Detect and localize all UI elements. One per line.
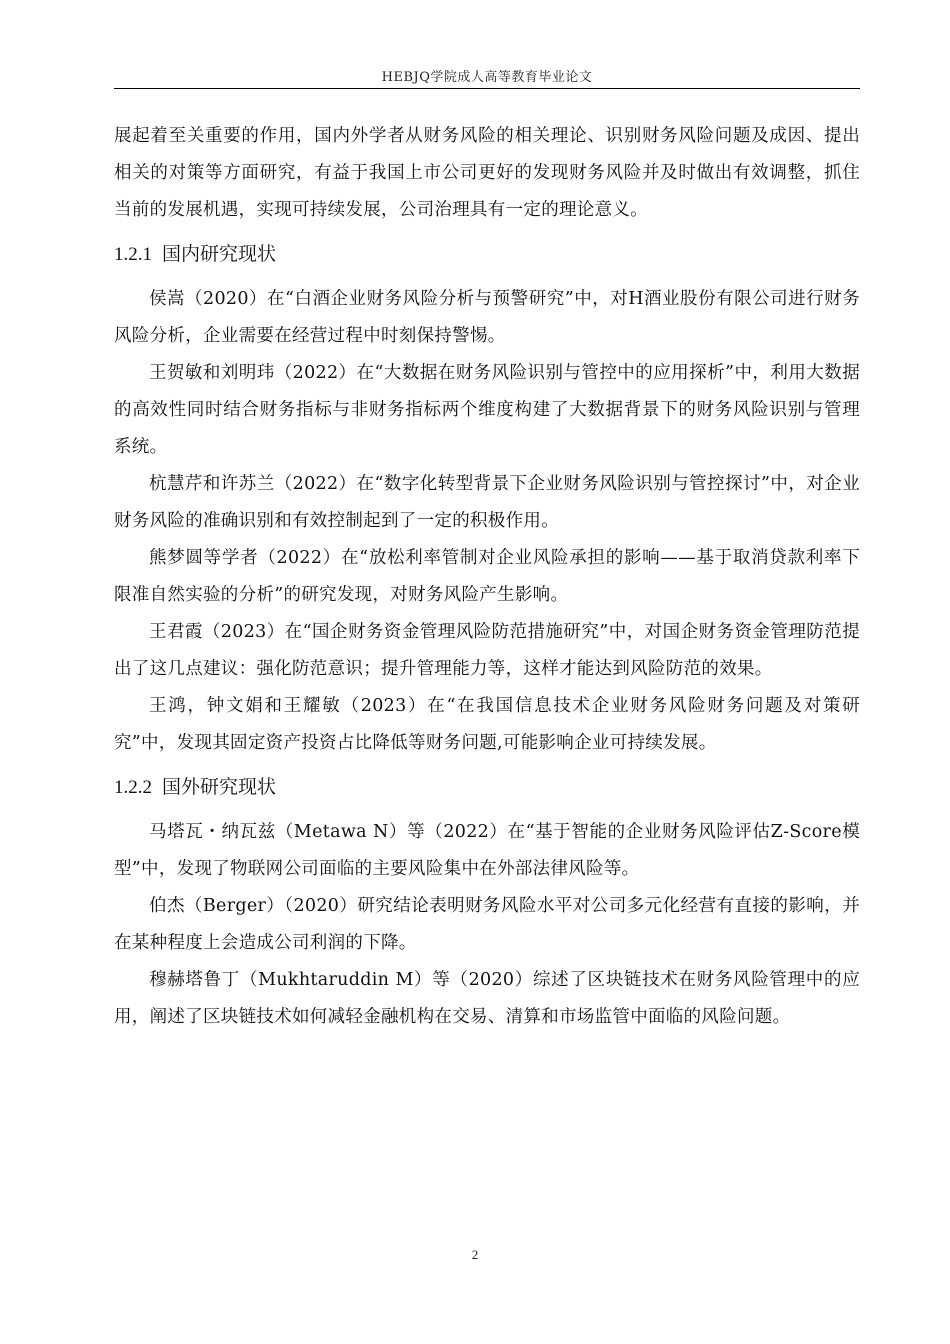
running-header: HEBJQ学院成人高等教育毕业论文 — [381, 70, 593, 85]
domestic-paragraph: 侯嵩（2020）在“白酒企业财务风险分析与预警研究”中，对H酒业股份有限公司进行财务风险分析，企业需要在经营过程中时刻保持警惕。 — [114, 289, 860, 346]
intro-paragraph: 展起着至关重要的作用，国内外学者从财务风险的相关理论、识别财务风险问题及成因、提出相关的对策等方面研究，有益于我国上市公司更好的发现财务风险并及时做出有效调整，抓住当前的发展机遇，实现可持续发展，公司治理具有一定的理论意义。 — [114, 126, 860, 220]
domestic-paragraph: 王贺敏和刘明玮（2022）在“大数据在财务风险识别与管控中的应用探析”中，利用大数据的高效性同时结合财务指标与非财务指标两个维度构建了大数据背景下的财务风险识别与管理系统。 — [114, 363, 860, 457]
foreign-paragraph: 马塔瓦・纳瓦兹（Metawa N）等（2022）在“基于智能的企业财务风险评估Z-Score模型”中，发现了物联网公司面临的主要风险集中在外部法律风险等。 — [114, 822, 860, 879]
page-number: 2 — [471, 1247, 479, 1262]
section-title: 国内研究现状 — [162, 243, 277, 265]
section-title: 国外研究现状 — [162, 776, 277, 798]
section-number: 1.2.1 — [114, 244, 152, 265]
document-body — [114, 118, 860, 1036]
domestic-paragraph: 熊梦圆等学者（2022）在“放松利率管制对企业风险承担的影响——基于取消贷款利率下限准自然实验的分析”的研究发现，对财务风险产生影响。 — [114, 548, 860, 605]
domestic-paragraph: 王鸿，钟文娟和王耀敏（2023）在“在我国信息技术企业财务风险财务问题及对策研究”中，发现其固定资产投资占比降低等财务问题,可能影响企业可持续发展。 — [114, 696, 860, 753]
section-heading-domestic — [114, 229, 860, 281]
section-number: 1.2.2 — [114, 777, 152, 798]
foreign-paragraph: 穆赫塔鲁丁（Mukhtaruddin M）等（2020）综述了区块链技术在财务风险管理中的应用，阐述了区块链技术如何减轻金融机构在交易、清算和市场监管中面临的风险问题。 — [114, 970, 860, 1027]
section-heading-foreign — [114, 762, 860, 814]
domestic-paragraph: 杭慧芹和许苏兰（2022）在“数字化转型背景下企业财务风险识别与管控探讨”中，对企业财务风险的准确识别和有效控制起到了一定的积极作用。 — [114, 474, 860, 531]
foreign-paragraph: 伯杰（Berger）（2020）研究结论表明财务风险水平对公司多元化经营有直接的影响，并在某种程度上会造成公司利润的下降。 — [114, 896, 860, 953]
domestic-paragraph: 王君霞（2023）在“国企财务资金管理风险防范措施研究”中，对国企财务资金管理防范提出了这几点建议：强化防范意识；提升管理能力等，这样才能达到风险防范的效果。 — [114, 622, 860, 679]
header-divider — [114, 88, 860, 89]
